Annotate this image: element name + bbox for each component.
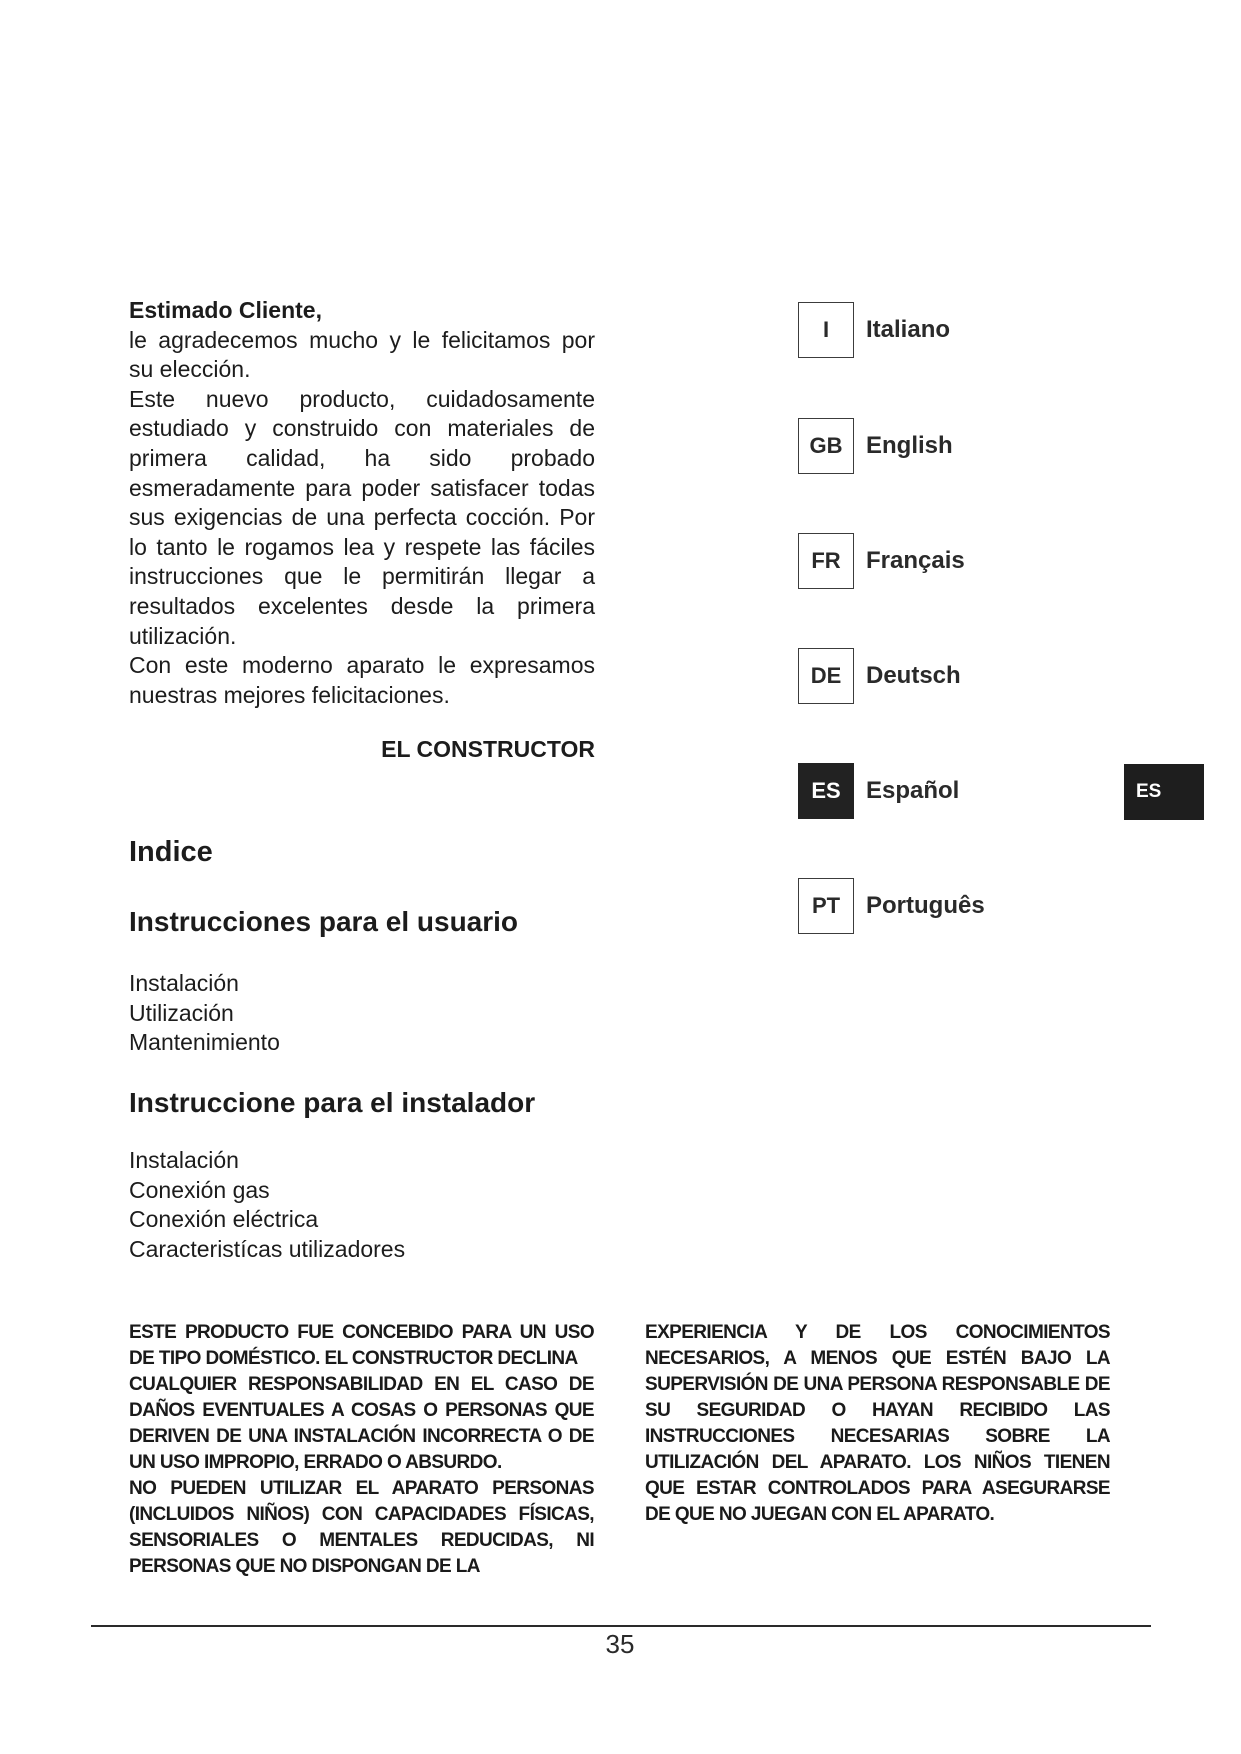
index-title: Indice bbox=[129, 836, 213, 868]
language-code-badge: I bbox=[798, 302, 854, 358]
warning-paragraph: NO PUEDEN UTILIZAR EL APARATO PERSONAS (INCLUIDOS NIÑOS) CON CAPACIDADES FÍSICAS, SENSORIALES O MENTALES REDUCIDAS, NI PERSONAS QUE NO DISPONGAN DE LA bbox=[129, 1478, 594, 1577]
intro-paragraph: Este nuevo producto, cuidadosamente estudiado y construido con materiales de primera calidad, ha sido probado esmeradamente para poder satisfacer todas sus exigencias de una perfecta cocción. Por lo tanto le rogamos lea y respete las fáciles instrucciones que le permitirán llegar a resultados excelentes desde la primera utilización. bbox=[129, 385, 595, 649]
index-item: Caracteristícas utilizadores bbox=[129, 1235, 406, 1262]
index-item: Utilización bbox=[129, 999, 234, 1026]
warning-left-column bbox=[129, 1320, 594, 1580]
warning-paragraph: CUALQUIER RESPONSABILIDAD EN EL CASO DE DAÑOS EVENTUALES A COSAS O PERSONAS QUE DERIVEN DE UNA INSTALACIÓN INCORRECTA O DE UN USO IMPROPIO, ERRADO O ABSURDO. bbox=[129, 1374, 594, 1473]
footer-divider bbox=[91, 1625, 1151, 1627]
warning-paragraph: ESTE PRODUCTO FUE CONCEBIDO PARA UN USO DE TIPO DOMÉSTICO. EL CONSTRUCTOR DECLINA bbox=[129, 1322, 594, 1369]
warning-right-column bbox=[645, 1320, 1110, 1528]
language-name: English bbox=[866, 432, 953, 459]
language-side-tab: ES bbox=[1124, 764, 1204, 820]
language-code-badge: FR bbox=[798, 533, 854, 589]
language-francais[interactable] bbox=[798, 532, 965, 590]
language-espanol[interactable] bbox=[798, 762, 959, 820]
language-italiano[interactable] bbox=[798, 301, 950, 359]
user-section-list bbox=[129, 969, 280, 1058]
index-item: Conexión eléctrica bbox=[129, 1206, 319, 1233]
language-code-badge: GB bbox=[798, 418, 854, 474]
page-number: 35 bbox=[605, 1629, 635, 1659]
intro-paragraph: le agradecemos mucho y le felicitamos por su elección. bbox=[129, 326, 595, 383]
language-name: Italiano bbox=[866, 316, 951, 343]
greeting: Estimado Cliente, bbox=[129, 297, 322, 323]
language-portugues[interactable] bbox=[798, 877, 985, 935]
index-item: Instalación bbox=[129, 970, 239, 996]
language-name: Deutsch bbox=[866, 662, 961, 689]
language-english[interactable] bbox=[798, 417, 953, 475]
language-deutsch[interactable] bbox=[798, 647, 961, 705]
language-code-badge-active: ES bbox=[798, 763, 854, 819]
signature: EL CONSTRUCTOR bbox=[381, 736, 595, 762]
language-code-badge: DE bbox=[798, 648, 854, 704]
language-name: Español bbox=[866, 777, 960, 804]
user-section-title: Instrucciones para el usuario bbox=[129, 906, 519, 937]
index-item: Conexión gas bbox=[129, 1176, 270, 1203]
intro-paragraph: Con este moderno aparato le expresamos nuestras mejores felicitaciones. bbox=[129, 652, 595, 708]
warning-paragraph: EXPERIENCIA Y DE LOS CONOCIMIENTOS NECESARIOS, A MENOS QUE ESTÉN BAJO LA SUPERVISIÓN DE UNA PERSONA RESPONSABLE DE SU SEGURIDAD O HAYAN RECIBIDO LAS INSTRUCCIONES NECESARIAS SOBRE LA UTILIZACIÓN DEL APARATO. LOS NIÑOS TIENEN QUE ESTAR CONTROLADOS PARA ASEGURARSE DE QUE NO JUEGAN CON EL APARATO. bbox=[645, 1322, 1110, 1525]
index-item: Mantenimiento bbox=[129, 1029, 280, 1056]
language-name: Français bbox=[866, 547, 965, 574]
intro-letter bbox=[129, 296, 595, 710]
installer-section-title: Instruccione para el instalador bbox=[129, 1087, 536, 1118]
language-code-badge: PT bbox=[798, 878, 854, 934]
language-name: Português bbox=[866, 892, 985, 919]
installer-section-list bbox=[129, 1146, 405, 1264]
index-item: Instalación bbox=[129, 1147, 239, 1173]
